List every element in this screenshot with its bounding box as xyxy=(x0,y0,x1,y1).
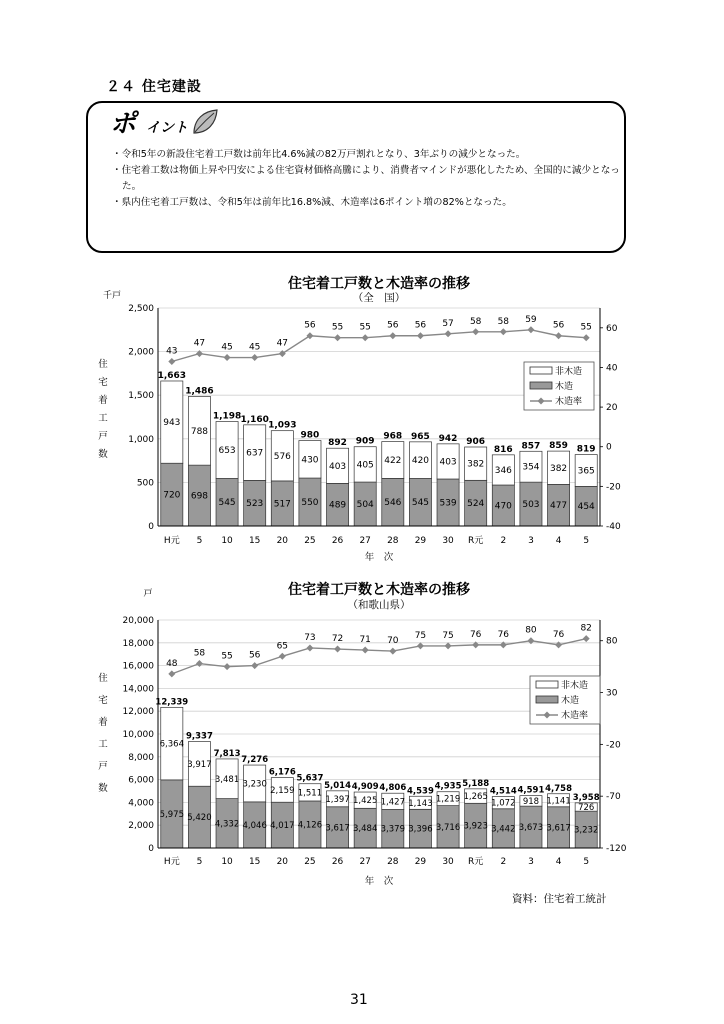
x-tick-label: 3 xyxy=(528,857,534,867)
chart-subtitle: （和歌山県） xyxy=(347,599,411,611)
x-tick-label: 28 xyxy=(387,857,399,867)
rate-point xyxy=(500,328,507,335)
rate-value-label: 47 xyxy=(193,338,206,349)
rate-point xyxy=(279,350,286,357)
y-tick-label: 12,000 xyxy=(122,707,154,718)
leaf-icon xyxy=(190,107,220,137)
nonwood-value-label: 1,397 xyxy=(325,794,350,805)
point-box xyxy=(86,101,626,253)
nonwood-value-label: 918 xyxy=(522,796,540,807)
total-value-label: 4,806 xyxy=(379,783,407,794)
rate-point xyxy=(472,328,479,335)
rate-point xyxy=(334,334,341,341)
rate-point xyxy=(362,334,369,341)
y-axis-label-char: 宅 xyxy=(98,377,108,388)
rate-point xyxy=(168,670,175,677)
rate-point xyxy=(306,332,313,339)
y2-tick-label: -20 xyxy=(606,482,621,493)
y-axis-label-char: 着 xyxy=(98,395,108,406)
y-tick-label: 0 xyxy=(148,844,154,854)
total-value-label: 1,198 xyxy=(212,411,242,422)
total-value-label: 4,909 xyxy=(351,782,379,793)
nonwood-value-label: 405 xyxy=(356,460,374,471)
total-value-label: 1,486 xyxy=(185,386,214,397)
nonwood-value-label: 3,917 xyxy=(187,759,212,770)
legend xyxy=(524,362,594,410)
rate-point xyxy=(196,350,203,357)
legend-label-wood: 木造 xyxy=(561,696,580,706)
y-axis-label xyxy=(98,672,108,794)
y2-tick-label: -70 xyxy=(606,792,621,803)
y2-tick-label: 80 xyxy=(606,636,618,647)
nonwood-value-label: 403 xyxy=(439,457,457,468)
wood-value-label: 3,484 xyxy=(353,824,378,835)
y-tick-label: 6,000 xyxy=(128,775,154,786)
rate-point xyxy=(251,354,258,361)
x-tick-label: 15 xyxy=(248,536,261,546)
x-tick-label: 5 xyxy=(196,536,203,546)
wood-value-label: 545 xyxy=(218,498,236,509)
y2-tick-label: -20 xyxy=(606,740,621,751)
x-tick-label: R元 xyxy=(468,536,484,546)
nonwood-value-label: 382 xyxy=(549,463,568,474)
legend-swatch-nonwood xyxy=(530,367,552,374)
total-value-label: 816 xyxy=(493,444,513,455)
rate-point xyxy=(445,642,452,649)
nonwood-value-label: 1,143 xyxy=(408,798,433,809)
total-value-label: 980 xyxy=(300,430,320,441)
rate-value-label: 55 xyxy=(359,322,371,333)
nonwood-value-label: 726 xyxy=(578,803,595,814)
y-axis-label-char: 住 xyxy=(98,673,108,684)
wood-value-label: 546 xyxy=(384,498,402,509)
wood-value-label: 4,332 xyxy=(214,819,240,830)
wood-value-label: 454 xyxy=(577,502,595,513)
rate-value-label: 72 xyxy=(331,634,344,645)
y2-tick-label: -40 xyxy=(606,522,621,532)
total-value-label: 4,539 xyxy=(406,786,434,797)
point-bullet: ・ 令和5年の新設住宅着工戸数は前年比4.6%減の82万戸割れとなり、3年ぶりの減少となった。 xyxy=(112,147,620,163)
nonwood-value-label: 365 xyxy=(577,466,595,477)
chart-national xyxy=(0,264,724,564)
x-tick-label: H元 xyxy=(163,536,180,546)
rate-value-label: 59 xyxy=(525,314,537,325)
x-tick-label: 29 xyxy=(414,857,427,867)
rate-value-label: 73 xyxy=(304,632,316,643)
rate-value-label: 80 xyxy=(525,625,537,636)
rate-point xyxy=(445,330,452,337)
y2-tick-label: 30 xyxy=(606,688,618,699)
x-tick-label: 27 xyxy=(359,536,371,546)
y-axis-label-char: 宅 xyxy=(98,695,108,706)
x-tick-label: 4 xyxy=(555,536,562,546)
rate-point xyxy=(306,644,313,651)
wood-value-label: 3,617 xyxy=(546,823,571,834)
x-axis-label: 年 次 xyxy=(364,552,394,563)
wood-value-label: 4,126 xyxy=(297,820,323,831)
nonwood-value-label: 430 xyxy=(301,455,319,466)
x-tick-label: 26 xyxy=(331,857,344,867)
y-axis-unit: 戸 xyxy=(143,589,153,599)
total-value-label: 9,337 xyxy=(185,731,213,742)
page-number: 31 xyxy=(350,992,368,1008)
y-tick-label: 10,000 xyxy=(122,730,154,740)
total-value-label: 819 xyxy=(576,444,596,455)
rate-point xyxy=(224,354,231,361)
nonwood-value-label: 354 xyxy=(522,462,540,473)
y-axis-label-char: 戸 xyxy=(98,761,108,772)
x-tick-label: 10 xyxy=(221,857,233,867)
total-value-label: 906 xyxy=(466,436,486,447)
rate-value-label: 55 xyxy=(580,322,592,333)
total-value-label: 4,514 xyxy=(489,786,517,797)
rate-value-label: 55 xyxy=(331,322,344,333)
nonwood-value-label: 3,230 xyxy=(242,779,267,790)
total-value-label: 7,813 xyxy=(213,748,241,759)
wood-value-label: 517 xyxy=(273,499,291,510)
y-tick-label: 14,000 xyxy=(122,684,154,695)
nonwood-value-label: 943 xyxy=(163,418,181,429)
x-tick-label: 20 xyxy=(276,857,289,867)
nonwood-value-label: 576 xyxy=(273,451,291,462)
wood-value-label: 3,442 xyxy=(491,824,516,835)
y-tick-label: 16,000 xyxy=(122,661,154,672)
nonwood-value-label: 403 xyxy=(328,461,347,472)
wood-value-label: 698 xyxy=(190,491,209,502)
y-axis-label-char: 戸 xyxy=(98,431,108,442)
nonwood-value-label: 1,427 xyxy=(380,797,405,808)
rate-point xyxy=(555,332,562,339)
x-tick-label: 20 xyxy=(276,536,289,546)
total-value-label: 892 xyxy=(328,438,347,449)
x-tick-label: 2 xyxy=(500,857,507,867)
y-tick-label: 4,000 xyxy=(128,798,154,809)
nonwood-value-label: 653 xyxy=(218,446,236,457)
legend xyxy=(530,676,600,724)
wood-value-label: 539 xyxy=(439,498,457,509)
legend-label-rate: 木造率 xyxy=(561,711,589,721)
nonwood-value-label: 420 xyxy=(411,456,430,467)
total-value-label: 5,637 xyxy=(296,773,324,784)
nonwood-value-label: 788 xyxy=(190,426,209,437)
rate-point xyxy=(251,662,258,669)
rate-point xyxy=(417,642,424,649)
x-tick-label: 4 xyxy=(555,857,562,867)
point-bullet: ・ 県内住宅着工戸数は、令和5年は前年比16.8%減、木造率は6ポイント増の82%となった。 xyxy=(112,195,620,211)
legend-label-rate: 木造率 xyxy=(555,397,583,407)
wood-value-label: 3,617 xyxy=(325,823,350,834)
nonwood-value-label: 346 xyxy=(494,465,512,476)
rate-line xyxy=(172,330,586,362)
total-value-label: 4,758 xyxy=(545,783,573,794)
wood-value-label: 5,975 xyxy=(159,809,184,820)
x-tick-label: 27 xyxy=(359,857,371,867)
total-value-label: 857 xyxy=(521,441,541,452)
rate-value-label: 57 xyxy=(442,318,454,329)
x-tick-label: 10 xyxy=(221,536,233,546)
y-axis-label-char: 工 xyxy=(98,739,108,750)
rate-point xyxy=(389,648,396,655)
wood-value-label: 5,420 xyxy=(187,813,212,824)
rate-value-label: 45 xyxy=(221,342,233,353)
x-tick-label: 28 xyxy=(387,536,399,546)
wood-value-label: 3,716 xyxy=(435,822,461,833)
rate-value-label: 48 xyxy=(166,658,178,669)
rate-value-label: 65 xyxy=(276,641,289,652)
wood-value-label: 3,379 xyxy=(380,824,405,835)
wood-value-label: 4,017 xyxy=(270,821,295,832)
total-value-label: 909 xyxy=(355,436,375,447)
x-tick-label: 29 xyxy=(414,536,427,546)
x-tick-label: 5 xyxy=(196,857,203,867)
rate-value-label: 43 xyxy=(166,346,178,357)
legend-label-nonwood: 非木造 xyxy=(561,681,589,691)
rate-point xyxy=(583,635,590,642)
y-tick-label: 2,500 xyxy=(128,304,154,314)
total-value-label: 4,935 xyxy=(434,781,462,792)
chart-title: 住宅着工戸数と木造率の推移 xyxy=(288,276,470,292)
y2-tick-label: 60 xyxy=(606,323,618,334)
y2-tick-label: -120 xyxy=(606,844,627,854)
y-tick-label: 1,000 xyxy=(128,434,154,445)
wood-value-label: 477 xyxy=(549,501,568,512)
source-note: 資料：住宅着工統計 xyxy=(512,893,607,905)
y-tick-label: 20,000 xyxy=(122,616,154,626)
y-tick-label: 8,000 xyxy=(128,752,154,763)
rate-value-label: 56 xyxy=(304,320,316,331)
rate-value-label: 76 xyxy=(552,629,565,640)
nonwood-value-label: 422 xyxy=(384,455,402,466)
wood-value-label: 545 xyxy=(411,498,430,509)
x-tick-label: H元 xyxy=(163,857,180,867)
chart-title: 住宅着工戸数と木造率の推移 xyxy=(288,582,470,598)
wood-value-label: 4,046 xyxy=(242,820,267,831)
wood-value-label: 3,673 xyxy=(518,823,544,834)
point-logo-small: イント xyxy=(146,120,188,136)
rate-value-label: 75 xyxy=(442,630,454,641)
rate-point xyxy=(417,332,424,339)
wood-value-label: 523 xyxy=(246,499,264,510)
wood-value-label: 3,232 xyxy=(574,825,599,836)
rate-value-label: 76 xyxy=(469,629,482,640)
nonwood-value-label: 6,364 xyxy=(159,739,184,750)
y-tick-label: 0 xyxy=(148,522,154,532)
rate-value-label: 45 xyxy=(248,342,261,353)
wood-value-label: 720 xyxy=(163,490,181,501)
nonwood-value-label: 1,265 xyxy=(463,792,488,803)
rate-point xyxy=(389,332,396,339)
nonwood-value-label: 1,141 xyxy=(546,796,571,807)
wood-value-label: 524 xyxy=(467,499,485,510)
rate-value-label: 56 xyxy=(387,320,399,331)
rate-value-label: 71 xyxy=(359,635,371,646)
rate-point xyxy=(168,358,175,365)
y-tick-label: 1,500 xyxy=(128,391,154,402)
x-tick-label: 5 xyxy=(583,857,590,867)
nonwood-value-label: 1,511 xyxy=(297,788,323,799)
point-logo-big: ポ xyxy=(110,109,137,139)
y-axis-label-char: 数 xyxy=(98,783,108,794)
y-tick-label: 18,000 xyxy=(122,638,154,649)
x-tick-label: 25 xyxy=(304,857,316,867)
total-value-label: 968 xyxy=(383,431,403,442)
y-axis-label-char: 数 xyxy=(98,449,108,460)
x-tick-label: 30 xyxy=(442,857,454,867)
y-axis-label xyxy=(98,358,108,460)
rate-value-label: 56 xyxy=(248,650,261,661)
total-value-label: 942 xyxy=(438,433,458,444)
x-tick-label: 5 xyxy=(583,536,590,546)
nonwood-value-label: 2,159 xyxy=(270,785,295,796)
y-tick-label: 500 xyxy=(136,478,154,489)
rate-value-label: 76 xyxy=(497,629,510,640)
total-value-label: 965 xyxy=(411,431,430,442)
y2-tick-label: 20 xyxy=(606,403,618,414)
section-title xyxy=(106,76,202,96)
rate-value-label: 70 xyxy=(387,636,399,647)
x-tick-label: 30 xyxy=(442,536,454,546)
total-value-label: 5,014 xyxy=(324,780,352,791)
wood-value-label: 489 xyxy=(328,500,347,511)
total-value-label: 7,276 xyxy=(241,755,269,766)
total-value-label: 3,958 xyxy=(572,792,600,803)
y2-tick-label: 0 xyxy=(606,442,612,453)
rate-value-label: 56 xyxy=(552,320,565,331)
rate-point xyxy=(527,326,534,333)
chart-wakayama xyxy=(0,578,724,890)
rate-value-label: 58 xyxy=(469,316,482,327)
x-tick-label: 26 xyxy=(331,536,344,546)
rate-value-label: 56 xyxy=(414,320,427,331)
wood-value-label: 3,396 xyxy=(408,824,433,835)
section-name: 住宅建設 xyxy=(141,79,202,95)
y2-tick-label: 40 xyxy=(606,363,618,374)
legend-swatch-wood xyxy=(530,382,552,389)
point-bullets xyxy=(112,147,620,211)
total-value-label: 1,093 xyxy=(268,420,297,431)
y-axis-unit: 千戸 xyxy=(102,291,122,301)
wood-value-label: 504 xyxy=(356,500,374,511)
rate-value-label: 82 xyxy=(580,623,592,634)
wood-value-label: 470 xyxy=(494,501,512,512)
total-value-label: 1,160 xyxy=(240,414,269,425)
nonwood-value-label: 1,072 xyxy=(491,798,516,809)
legend-label-wood: 木造 xyxy=(555,382,574,392)
x-tick-label: 25 xyxy=(304,536,316,546)
y-axis-label-char: 工 xyxy=(98,413,108,424)
rate-value-label: 75 xyxy=(414,630,427,641)
wood-value-label: 3,923 xyxy=(463,821,488,832)
chart-subtitle: （全 国） xyxy=(352,292,406,304)
nonwood-value-label: 3,481 xyxy=(214,774,240,785)
total-value-label: 1,663 xyxy=(157,370,187,381)
legend-swatch-nonwood xyxy=(536,681,558,688)
rate-value-label: 58 xyxy=(497,316,510,327)
wood-value-label: 550 xyxy=(301,498,319,509)
rate-line xyxy=(172,639,586,674)
total-value-label: 6,176 xyxy=(268,767,296,778)
rate-point xyxy=(279,653,286,660)
wood-value-label: 503 xyxy=(522,500,540,511)
nonwood-value-label: 1,425 xyxy=(353,796,378,807)
rate-point xyxy=(362,647,369,654)
rate-value-label: 58 xyxy=(193,648,206,659)
x-tick-label: 2 xyxy=(500,536,507,546)
rate-point xyxy=(583,334,590,341)
nonwood-value-label: 637 xyxy=(246,448,264,459)
y-axis-label-char: 住 xyxy=(98,359,108,370)
x-tick-label: 15 xyxy=(248,857,261,867)
legend-label-nonwood: 非木造 xyxy=(555,367,583,377)
section-number: ２４ xyxy=(106,79,136,95)
rate-point xyxy=(334,646,341,653)
y-tick-label: 2,000 xyxy=(128,347,154,358)
legend-swatch-wood xyxy=(536,696,558,703)
x-axis-label: 年 次 xyxy=(364,876,394,887)
y-axis-label-char: 着 xyxy=(98,717,108,728)
rate-value-label: 55 xyxy=(221,651,233,662)
point-bullet: ・ 住宅着工数は物価上昇や円安による住宅資材価格高騰により、消費者マインドが悪化したため、全国的に減少となった。 xyxy=(112,163,620,195)
point-logo xyxy=(110,105,220,139)
y-tick-label: 2,000 xyxy=(128,821,154,832)
rate-point xyxy=(224,663,231,670)
total-value-label: 4,591 xyxy=(517,785,545,796)
total-value-label: 859 xyxy=(549,441,568,452)
nonwood-value-label: 1,219 xyxy=(435,794,461,805)
total-value-label: 12,339 xyxy=(155,697,189,708)
rate-value-label: 47 xyxy=(276,338,289,349)
x-tick-label: 3 xyxy=(528,536,534,546)
nonwood-value-label: 382 xyxy=(467,459,485,470)
x-tick-label: R元 xyxy=(468,857,484,867)
total-value-label: 5,188 xyxy=(462,778,490,789)
